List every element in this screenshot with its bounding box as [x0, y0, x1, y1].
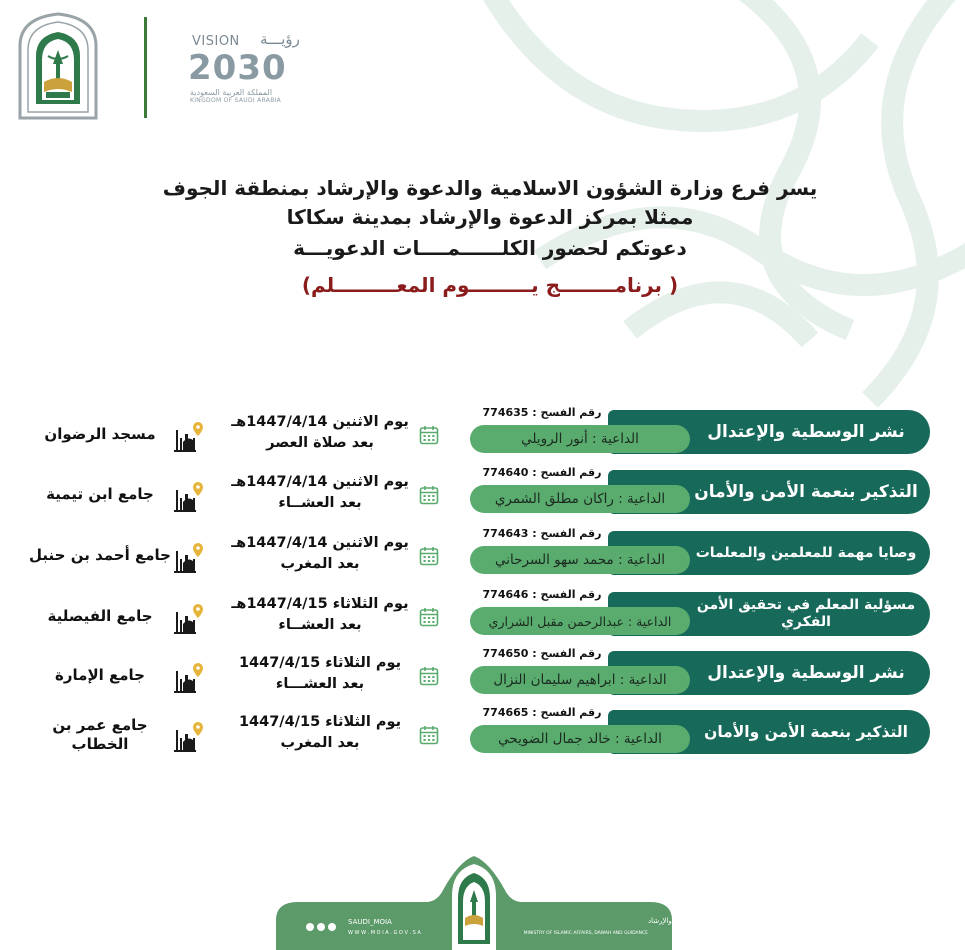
venue-name: جامع أحمد بن حنبل — [29, 546, 171, 565]
lecture-prayer-time: بعد العشــاء — [278, 617, 362, 634]
calendar-icon — [419, 425, 439, 445]
mosque-location-icon — [174, 420, 206, 452]
lecture-prayer-time: بعد صلاة العصر — [266, 435, 374, 452]
intro-line-2: ممثلا بمركز الدعوة والإرشاد بمدينة سكاكا — [286, 205, 694, 229]
lecture-prayer-time: بعد العشـــاء — [275, 676, 365, 693]
preacher-name: الداعية : أنور الرويلي — [470, 425, 690, 453]
mosque-location-icon — [174, 661, 206, 693]
mosque-location-icon — [174, 480, 206, 512]
lecture-row — [0, 466, 965, 520]
preacher-name: الداعية : راكان مطلق الشمري — [470, 485, 690, 513]
lecture-title: وصايا مهمة للمعلمين والمعلمات — [695, 544, 917, 561]
lecture-time — [224, 533, 416, 575]
lecture-date: يوم الاثنين 1447/4/14هـ — [231, 414, 409, 430]
lecture-title: مسؤلية المعلم في تحقيق الأمن الفكري — [696, 597, 916, 630]
vision-country-en: KINGDOM OF SAUDI ARABIA — [190, 97, 282, 104]
mosque-location-icon — [174, 541, 206, 573]
lecture-row — [0, 647, 965, 701]
preacher-name: الداعية : عبدالرحمن مقبل الشراري — [470, 607, 690, 635]
lecture-title: نشر الوسطية والإعتدال — [707, 662, 905, 683]
mosque-location-icon — [174, 602, 206, 634]
venue-name: جامع الفيصلية — [47, 607, 153, 626]
calendar-icon — [419, 666, 439, 686]
lecture-prayer-time: بعد العشــاء — [278, 495, 362, 512]
vision-label: VISION — [192, 34, 240, 49]
ministry-logo — [16, 12, 100, 118]
calendar-icon — [419, 485, 439, 505]
calendar-icon — [419, 546, 439, 566]
venue-name: جامع ابن تيمية — [46, 485, 154, 504]
program-title: ( برنامــــــــج يـــــــــوم المعـــــــــلم) — [301, 273, 679, 297]
lecture-date: يوم الاثنين 1447/4/14هـ — [231, 535, 409, 551]
footer-ministry-ar: وزارة الشؤون الإسلامية والدعوة والإرشاد — [648, 917, 768, 925]
lecture-time — [224, 653, 416, 695]
footer-banner — [276, 852, 768, 950]
lecture-row — [0, 588, 965, 642]
permit-number: رقم الفسح : 774650 — [482, 647, 602, 660]
permit-number: رقم الفسح : 774643 — [482, 527, 602, 540]
lecture-row — [0, 706, 965, 760]
vision-2030-logo — [188, 30, 300, 106]
lecture-time — [224, 594, 416, 636]
lecture-prayer-time: بعد المغرب — [280, 735, 360, 752]
lecture-date: يوم الاثنين 1447/4/14هـ — [231, 474, 409, 490]
permit-number: رقم الفسح : 774635 — [482, 406, 602, 419]
preacher-name: الداعية : ابراهيم سليمان النزال — [470, 666, 690, 694]
lecture-title: نشر الوسطية والإعتدال — [707, 421, 905, 442]
intro-line-1: يسر فرع وزارة الشؤون الاسلامية والدعوة والإرشاد بمنطقة الجوف — [162, 176, 818, 200]
venue-name: جامع الإمارة — [55, 666, 145, 685]
lecture-date: يوم الثلاثاء 1447/4/15هـ — [231, 596, 409, 612]
calendar-icon — [419, 607, 439, 627]
venue-name: جامع عمر بن الخطاب — [52, 715, 148, 753]
lecture-title: التذكير بنعمة الأمن والأمان — [704, 722, 908, 741]
lecture-time — [224, 412, 416, 454]
vision-year: 2030 — [188, 48, 287, 88]
lecture-date: يوم الثلاثاء 1447/4/15 — [238, 714, 402, 730]
venue-name: مسجد الرضوان — [44, 425, 156, 444]
header-divider — [144, 17, 147, 118]
permit-number: رقم الفسح : 774646 — [482, 588, 602, 601]
footer-website: W W W . M O I A . G O V . S A — [348, 930, 421, 936]
lecture-date: يوم الثلاثاء 1447/4/15 — [238, 655, 402, 671]
footer-ministry-en: MINISTRY OF ISLAMIC AFFAIRS, DAWAH AND GUIDANCE — [523, 931, 648, 936]
lecture-time — [224, 472, 416, 514]
lecture-prayer-time: بعد المغرب — [280, 556, 360, 573]
permit-number: رقم الفسح : 774665 — [482, 706, 602, 719]
vision-country-ar: المملكة العربية السعودية — [190, 88, 273, 97]
preacher-name: الداعية : خالد جمال الضويحي — [470, 725, 690, 753]
preacher-name: الداعية : محمد سهو السرحاني — [470, 546, 690, 574]
intro-line-3: دعوتكم لحضور الكلــــــمــــات الدعويـــة — [293, 236, 687, 260]
lecture-row — [0, 406, 965, 460]
lecture-title: التذكير بنعمة الأمن والأمان — [694, 481, 918, 502]
calendar-icon — [419, 725, 439, 745]
mosque-location-icon — [174, 720, 206, 752]
permit-number: رقم الفسح : 774640 — [482, 466, 602, 479]
vision-label-ar: رؤيـــة — [260, 30, 300, 48]
lecture-row — [0, 527, 965, 581]
lecture-time — [224, 712, 416, 754]
footer-handle: SAUDI_MOIA — [348, 918, 392, 926]
